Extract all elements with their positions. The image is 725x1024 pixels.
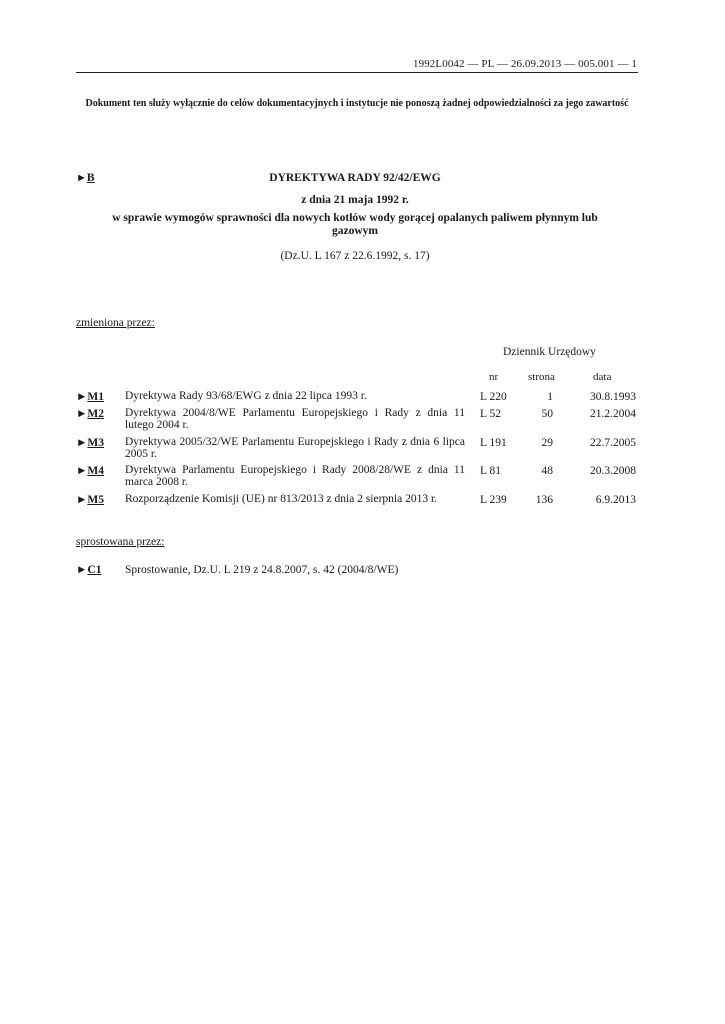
act-title: DYREKTYWA RADY 92/42/EWG bbox=[269, 172, 441, 184]
triangle-right-icon: ► bbox=[76, 437, 88, 449]
triangle-right-icon: ► bbox=[76, 172, 87, 184]
amendment-code[interactable]: M4 bbox=[87, 465, 104, 477]
triangle-right-icon: ► bbox=[76, 465, 88, 477]
amendment-code[interactable]: M2 bbox=[87, 408, 104, 420]
document-reference: 1992L0042 — PL — 26.09.2013 — 005.001 — 1 bbox=[413, 58, 637, 70]
base-act-code[interactable]: B bbox=[86, 172, 95, 184]
amendment-oj-date: 22.7.2005 bbox=[590, 437, 636, 449]
amendment-oj-number: L 220 bbox=[480, 391, 507, 403]
amendment-description: Dyrektywa Parlamentu Europejskiego i Rady 2008/28/WE z dnia 11 marca 2008 r. bbox=[125, 464, 465, 488]
amendment-oj-date: 20.3.2008 bbox=[590, 465, 636, 477]
disclaimer-text: Dokument ten służy wyłącznie do celów dokumentacyjnych i instytucje nie ponoszą żadnej odpowiedzialności za jego zawartość bbox=[85, 98, 629, 109]
act-date: z dnia 21 maja 1992 r. bbox=[301, 194, 409, 206]
amendment-oj-date: 6.9.2013 bbox=[595, 494, 636, 506]
amendment-oj-number: L 81 bbox=[480, 465, 501, 477]
amendment-code[interactable]: M1 bbox=[87, 391, 104, 403]
triangle-right-icon: ► bbox=[76, 408, 88, 420]
amendment-description: Dyrektywa Rady 93/68/EWG z dnia 22 lipca 1993 r. bbox=[125, 390, 367, 402]
amendment-marker[interactable] bbox=[76, 465, 104, 477]
triangle-right-icon: ► bbox=[76, 391, 88, 403]
amendment-oj-page: 50 bbox=[541, 408, 553, 420]
amendment-oj-page: 136 bbox=[535, 494, 553, 506]
act-subject: w sprawie wymogów sprawności dla nowych kotłów wody gorącej opalanych paliwem płynnym lub gazowym bbox=[112, 212, 598, 237]
amendment-marker[interactable] bbox=[76, 437, 104, 449]
correction-code[interactable]: C1 bbox=[87, 564, 102, 576]
correction-description: Sprostowanie, Dz.U. L 219 z 24.8.2007, s. 42 (2004/8/WE) bbox=[125, 564, 399, 576]
amendment-code[interactable]: M3 bbox=[87, 437, 104, 449]
base-act-marker[interactable] bbox=[76, 172, 95, 184]
amendment-oj-date: 30.8.1993 bbox=[590, 391, 636, 403]
amendment-oj-date: 21.2.2004 bbox=[590, 408, 636, 420]
amendment-oj-page: 48 bbox=[541, 465, 553, 477]
header-divider bbox=[76, 72, 638, 73]
amendment-marker[interactable] bbox=[76, 408, 104, 420]
column-header-date: data bbox=[593, 371, 612, 383]
amendment-oj-number: L 52 bbox=[480, 408, 501, 420]
triangle-right-icon: ► bbox=[76, 564, 88, 576]
amendment-description: Rozporządzenie Komisji (UE) nr 813/2013 z dnia 2 sierpnia 2013 r. bbox=[125, 493, 438, 505]
amendment-marker[interactable] bbox=[76, 391, 104, 403]
amendment-marker[interactable] bbox=[76, 494, 104, 506]
amendment-oj-page: 1 bbox=[547, 391, 553, 403]
amendment-oj-number: L 191 bbox=[480, 437, 507, 449]
amendment-oj-number: L 239 bbox=[480, 494, 507, 506]
amendment-oj-page: 29 bbox=[541, 437, 553, 449]
column-header-page: strona bbox=[528, 371, 555, 383]
amendment-description: Dyrektywa 2004/8/WE Parlamentu Europejskiego i Rady z dnia 11 lutego 2004 r. bbox=[125, 407, 465, 431]
triangle-right-icon: ► bbox=[76, 494, 88, 506]
corrected-by-label: sprostowana przez: bbox=[76, 536, 165, 548]
amendment-description: Dyrektywa 2005/32/WE Parlamentu Europejskiego i Rady z dnia 6 lipca 2005 r. bbox=[125, 436, 465, 460]
official-journal-heading: Dziennik Urzędowy bbox=[503, 346, 596, 358]
act-oj-reference: (Dz.U. L 167 z 22.6.1992, s. 17) bbox=[280, 250, 430, 262]
amended-by-label: zmieniona przez: bbox=[76, 317, 155, 329]
amendment-code[interactable]: M5 bbox=[87, 494, 104, 506]
correction-marker[interactable] bbox=[76, 564, 101, 576]
column-header-nr: nr bbox=[489, 371, 499, 383]
